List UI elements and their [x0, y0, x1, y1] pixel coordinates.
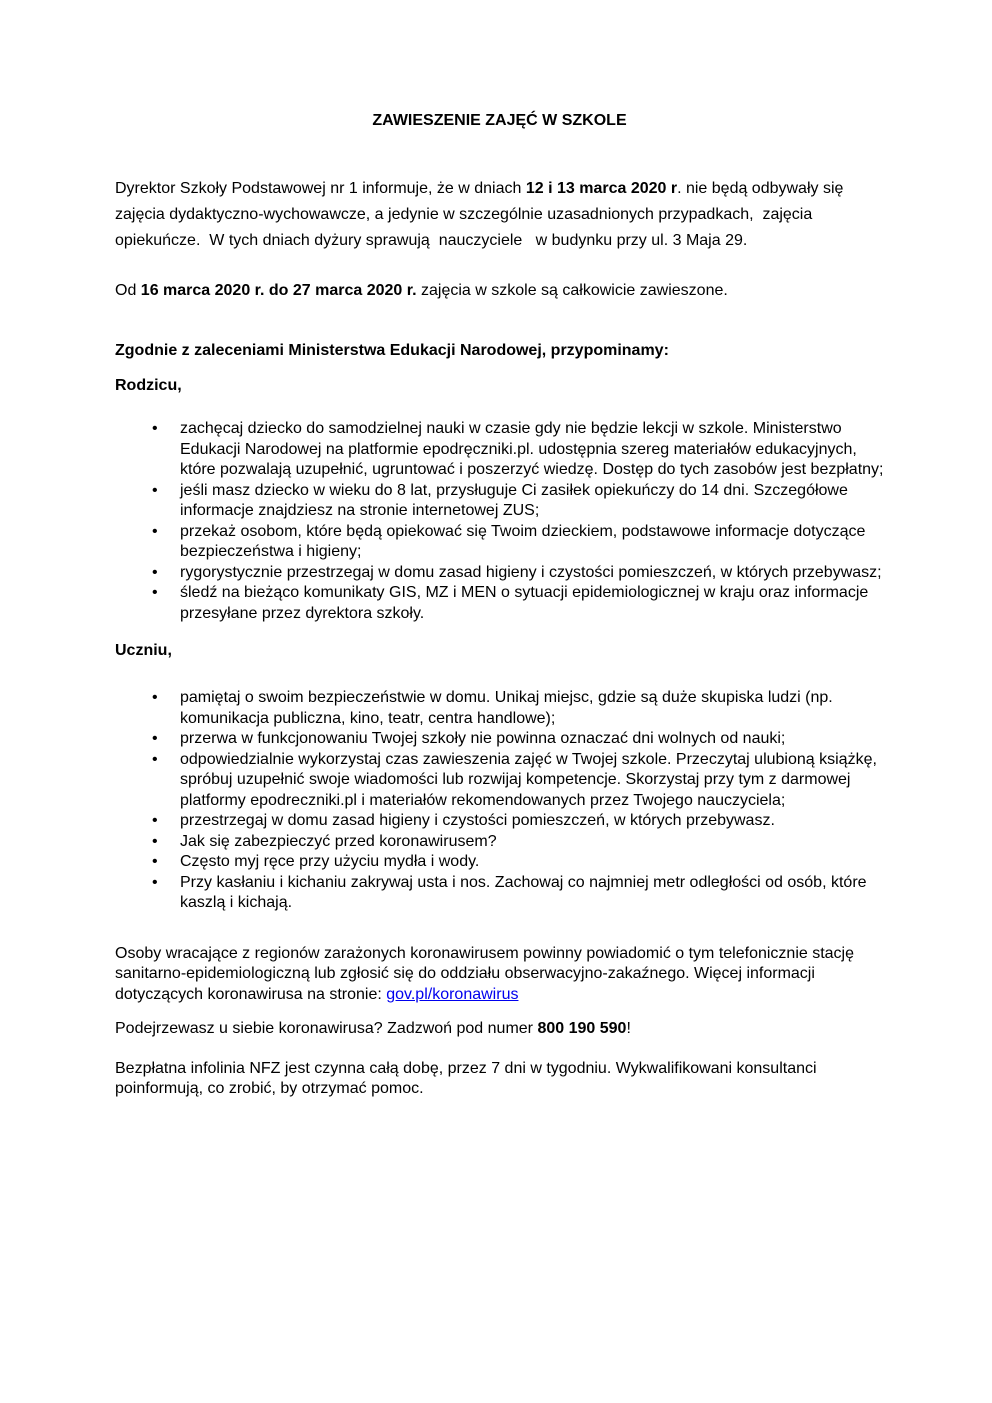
nfz-info-paragraph: Bezpłatna infolinia NFZ jest czynna całą dobę, przez 7 dni w tygodniu. Wykwalifikowani konsultanci poinformują, co zrobić, by otrzymać pomoc. [115, 1059, 821, 1097]
list-item: • odpowiedzialnie wykorzystaj czas zawieszenia zajęć w Twojej szkole. Przeczytaj ulubioną książkę, spróbuj uzupełnić swoje wiadomości lub rozwijaj kompetencje. Skorzystaj przy tym z darmowej platformy epodreczniki.pl i materiałów rekomendowanych przez Twojego nauczyciela; [115, 750, 884, 812]
list-item: • zachęcaj dziecko do samodzielnej nauki w czasie gdy nie będzie lekcji w szkole. Ministerstwo Edukacji Narodowej na platformie epodręczniki.pl. udostępnia szereg materiałów edukacyjnych, które pozwalają uzupełnić, ugruntować i poszerzyć wiedzę. Dostęp do tych zasobów jest bezpłatny; [115, 419, 884, 481]
intro-dates-bold: 12 i 13 marca 2020 r [525, 180, 678, 197]
hotline-number-bold: 800 190 590 [537, 1020, 627, 1037]
list-item: • przerwa w funkcjonowaniu Twojej szkoły nie powinna oznaczać dni wolnych od nauki; [115, 729, 884, 750]
list-item: • Jak się zabezpieczyć przed koronawirusem? [115, 832, 884, 853]
parent-recommendations-list [115, 419, 884, 624]
student-recommendations-list [115, 688, 884, 914]
suspension-paragraph [115, 278, 884, 304]
list-item: • rygorystycznie przestrzegaj w domu zasad higieny i czystości pomieszczeń, w których przebywasz; [115, 563, 884, 584]
intro-text-1: Dyrektor Szkoły Podstawowej nr 1 informuje, że w dniach [115, 180, 526, 197]
intro-paragraph [115, 176, 884, 254]
suspension-dates-bold: 16 marca 2020 r. do 27 marca 2020 r. [140, 282, 417, 299]
suspension-text-1: Od [115, 282, 141, 299]
page-title: ZAWIESZENIE ZAJĘĆ W SZKOLE [372, 112, 627, 129]
list-item: • pamiętaj o swoim bezpieczeństwie w domu. Unikaj miejsc, gdzie są duże skupiska ludzi (np. komunikacja publiczna, kino, teatr, centra handlowe); [115, 688, 884, 729]
parent-section-heading: Rodzicu, [115, 377, 182, 394]
student-section-heading: Uczniu, [115, 642, 172, 659]
koronawirus-link[interactable]: gov.pl/koronawirus [386, 985, 519, 1003]
list-item: • przekaż osobom, które będą opiekować się Twoim dzieckiem, podstawowe informacje dotyczące bezpieczeństwa i higieny; [115, 522, 884, 563]
list-item: • jeśli masz dziecko w wieku do 8 lat, przysługuje Ci zasiłek opiekuńczy do 14 dni. Szczegółowe informacje znajdziesz na stronie internetowej ZUS; [115, 481, 884, 522]
intro-text-2: . nie będą odbywały się zajęcia dydaktyczno-wychowawcze, a jedynie w szczególnie uzasadnionych przypadkach, zajęcia opiekuńcze. W tych dniach dyżury sprawują nauczyciele w budynku przy ul. 3 Maja 29. [115, 180, 848, 249]
list-item: • Przy kasłaniu i kichaniu zakrywaj usta i nos. Zachowaj co najmniej metr odległości od osób, które kaszlą i kichają. [115, 873, 884, 914]
returning-info-paragraph [115, 944, 884, 1006]
list-item: • śledź na bieżąco komunikaty GIS, MZ i MEN o sytuacji epidemiologicznej w kraju oraz informacje przesyłane przez dyrektora szkoły. [115, 583, 884, 624]
returning-info-text: Osoby wracające z regionów zarażonych koronawirusem powinny powiadomić o tym telefonicznie stację sanitarno-epidemiologiczną lub zgłosić się do oddziału obserwacyjno-zakaźnego. Więcej informacji dotyczących koronawirusa na stronie: [115, 944, 859, 1003]
suspension-text-2: zajęcia w szkole są całkowicie zawieszone. [416, 282, 728, 299]
list-item: • Często myj ręce przy użyciu mydła i wody. [115, 852, 884, 873]
hotline-paragraph [115, 1019, 884, 1040]
hotline-text-1: Podejrzewasz u siebie koronawirusa? Zadzwoń pod numer [115, 1020, 538, 1037]
hotline-text-2: ! [626, 1020, 631, 1037]
ministry-heading: Zgodnie z zaleceniami Ministerstwa Edukacji Narodowej, przypominamy: [115, 342, 669, 359]
list-item: • przestrzegaj w domu zasad higieny i czystości pomieszczeń, w których przebywasz. [115, 811, 884, 832]
